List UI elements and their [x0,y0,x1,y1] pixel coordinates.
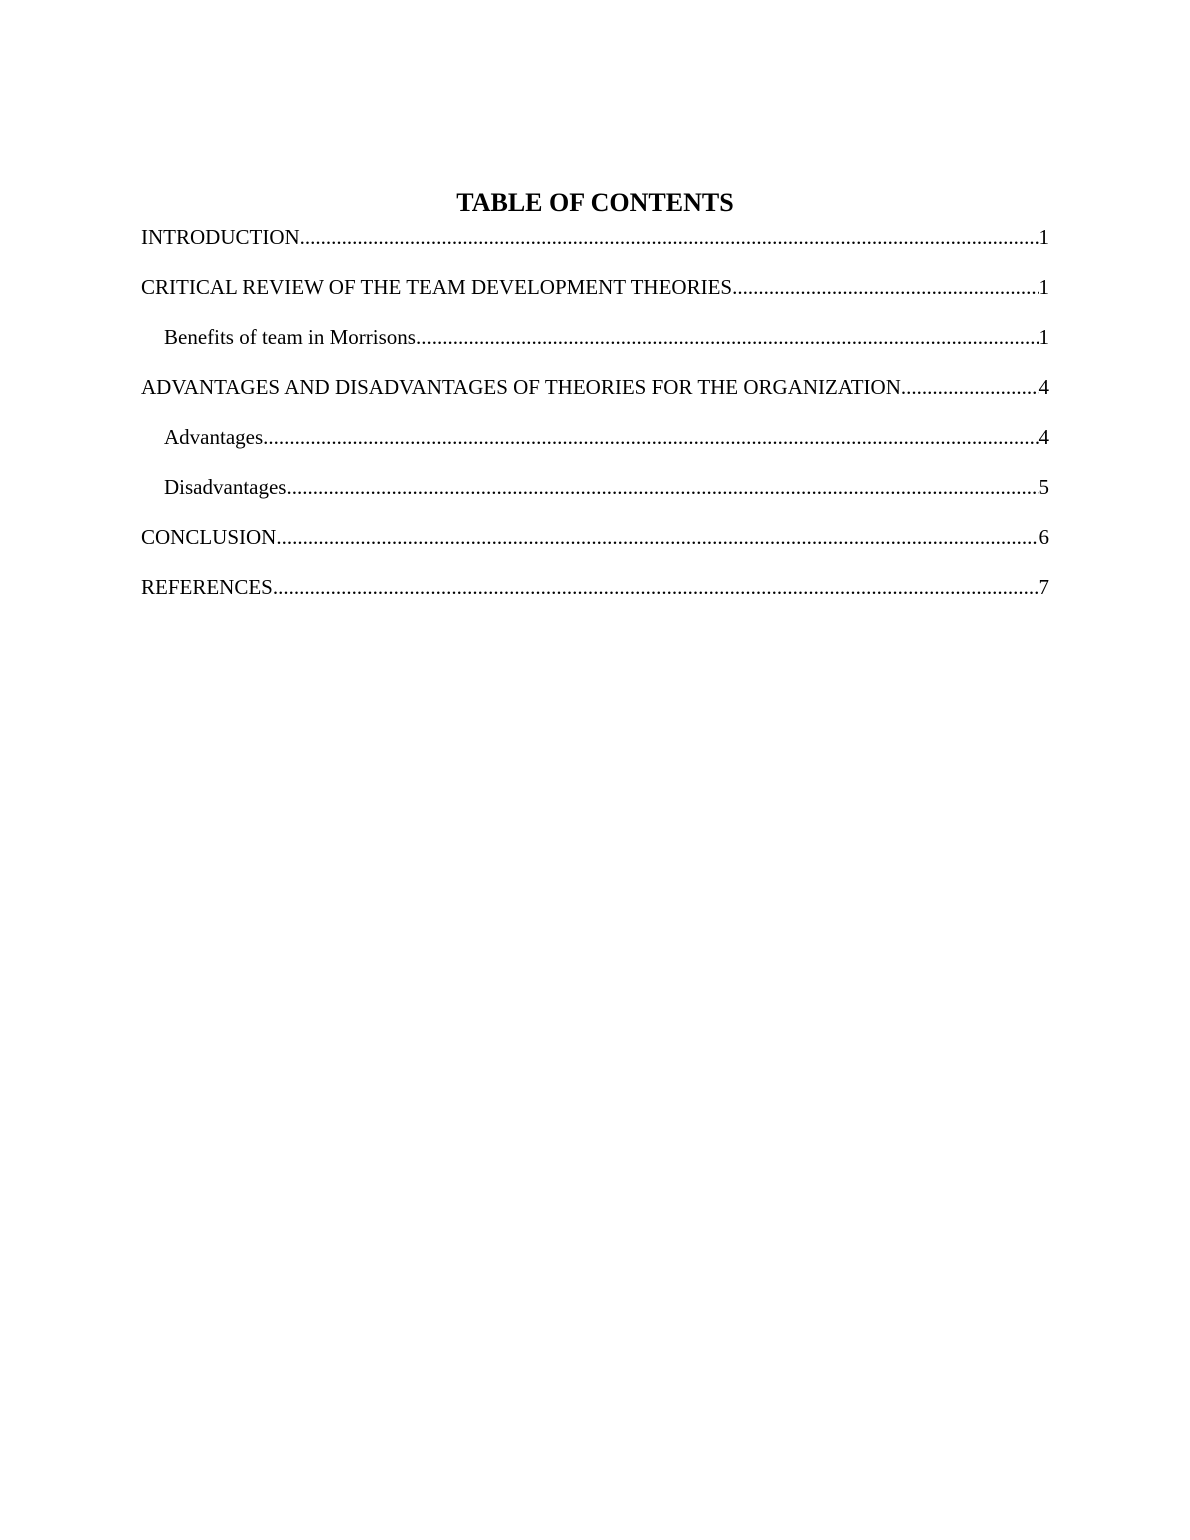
toc-dot-leader [273,572,1039,602]
toc-page-number: 4 [1038,375,1049,399]
toc-dot-leader [263,422,1038,452]
toc-entry-benefits-of-team[interactable] [141,322,1049,372]
toc-page-number: 1 [1038,275,1049,299]
toc-dot-leader [276,522,1038,552]
toc-page-number: 6 [1038,525,1049,549]
toc-dot-leader [416,322,1039,352]
toc-list [141,222,1049,622]
toc-dot-leader [732,272,1038,302]
toc-dot-leader [300,222,1039,252]
toc-entry-label: CONCLUSION [141,525,277,549]
toc-page-number: 1 [1038,325,1049,349]
toc-page-number: 1 [1038,225,1049,249]
toc-entry-references[interactable] [141,572,1049,622]
toc-entry-label: CRITICAL REVIEW OF THE TEAM DEVELOPMENT THEORIES [141,275,733,299]
toc-title: TABLE OF CONTENTS [456,188,734,217]
toc-entry-label: INTRODUCTION [141,225,300,249]
toc-entry-label: Benefits of team in Morrisons [164,325,416,349]
toc-entry-conclusion[interactable] [141,522,1049,572]
toc-entry-advantages[interactable] [141,422,1049,472]
toc-entry-critical-review[interactable] [141,272,1049,322]
toc-page-number: 4 [1038,425,1049,449]
toc-entry-label: Disadvantages [164,475,287,499]
toc-entry-label: Advantages [164,425,264,449]
toc-entry-advantages-and-disadvantages[interactable] [141,372,1049,422]
toc-page-number: 7 [1038,575,1049,599]
toc-dot-leader [286,472,1038,502]
toc-entry-introduction[interactable] [141,222,1049,272]
toc-entry-disadvantages[interactable] [141,472,1049,522]
toc-entry-label: REFERENCES [141,575,273,599]
toc-dot-leader [901,372,1039,402]
toc-page-number: 5 [1038,475,1049,499]
toc-entry-label: ADVANTAGES AND DISADVANTAGES OF THEORIES FOR THE ORGANIZATION [141,375,901,399]
